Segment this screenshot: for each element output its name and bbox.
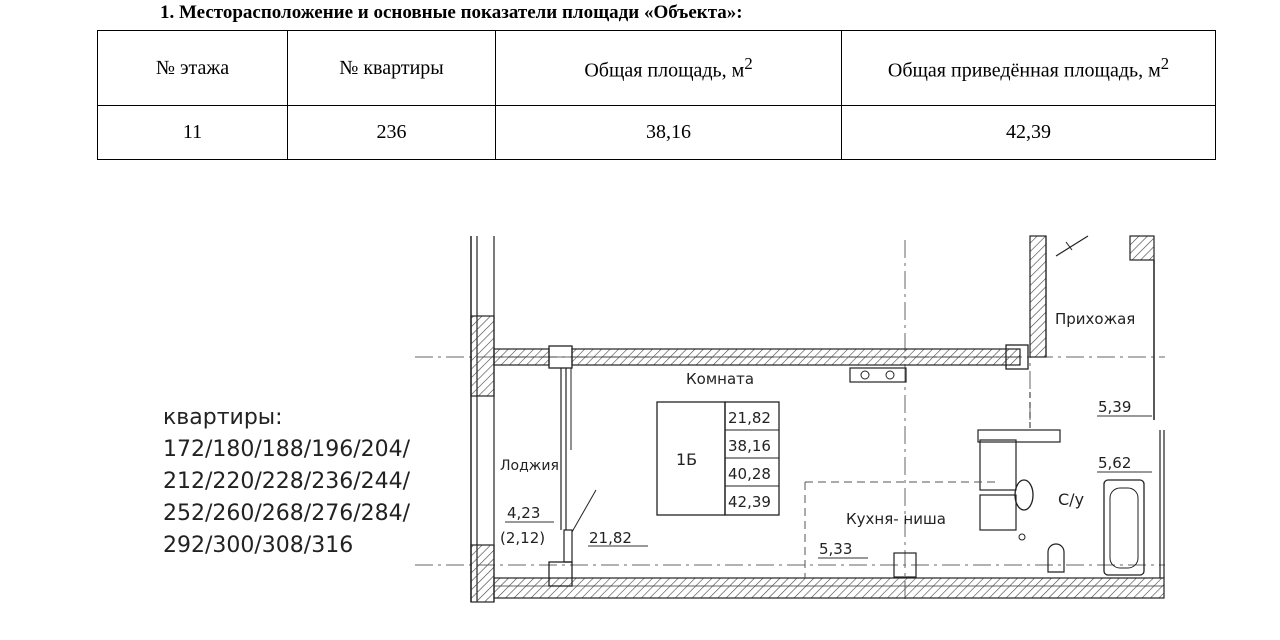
legend-value-2: 38,16	[728, 437, 771, 455]
kitchen-niche-outline	[805, 482, 1000, 578]
room-label-loggia: Лоджия	[500, 458, 559, 474]
area-loggia-reduced: (2,12)	[500, 529, 546, 547]
room-label-kitchen: Кухня- ниша	[846, 510, 946, 528]
header-floor: № этажа	[98, 31, 288, 106]
section-heading: 1. Месторасположение и основные показатели площади «Объекта»:	[160, 2, 743, 23]
room-label-hall: Прихожая	[1055, 310, 1136, 328]
apartments-line-2: 212/220/228/236/244/	[163, 469, 411, 494]
header-reduced-area: Общая приведённая площадь, $м^2$	[842, 31, 1216, 106]
bathroom-walls	[978, 236, 1164, 578]
area-hall: 5,39	[1098, 398, 1132, 416]
area-loggia-total: 4,23	[507, 504, 541, 522]
cell-apartment: 236	[288, 106, 496, 160]
exterior-wall-left	[471, 236, 494, 602]
area-bathroom: 5,62	[1098, 454, 1132, 472]
cell-total-area: 38,16	[496, 106, 842, 160]
legend-type: 1Б	[676, 450, 698, 469]
legend-value-1: 21,82	[728, 409, 771, 427]
apartment-legend	[657, 392, 1030, 515]
cell-floor: 11	[98, 106, 288, 160]
area-kitchen: 5,33	[819, 540, 853, 558]
room-label-bathroom: С/у	[1058, 490, 1085, 509]
apartments-line-3: 252/260/268/276/284/	[163, 501, 411, 526]
room-label-room: Комната	[686, 370, 755, 388]
legend-value-4: 42,39	[728, 493, 771, 511]
apartments-title: квартиры:	[163, 405, 283, 430]
cell-reduced-area: 42,39	[842, 106, 1216, 160]
wall-bottom	[494, 578, 1164, 598]
wall-top	[494, 349, 1020, 365]
header-apartment: № квартиры	[288, 31, 496, 106]
area-room: 21,82	[589, 529, 632, 547]
header-total-area: Общая площадь, $м^2$	[496, 31, 842, 106]
apartments-line-1: 172/180/188/196/204/	[163, 437, 411, 462]
kitchen-fixtures	[850, 368, 916, 577]
apartments-line-4: 292/300/308/316	[163, 533, 354, 558]
legend-value-3: 40,28	[728, 465, 771, 483]
